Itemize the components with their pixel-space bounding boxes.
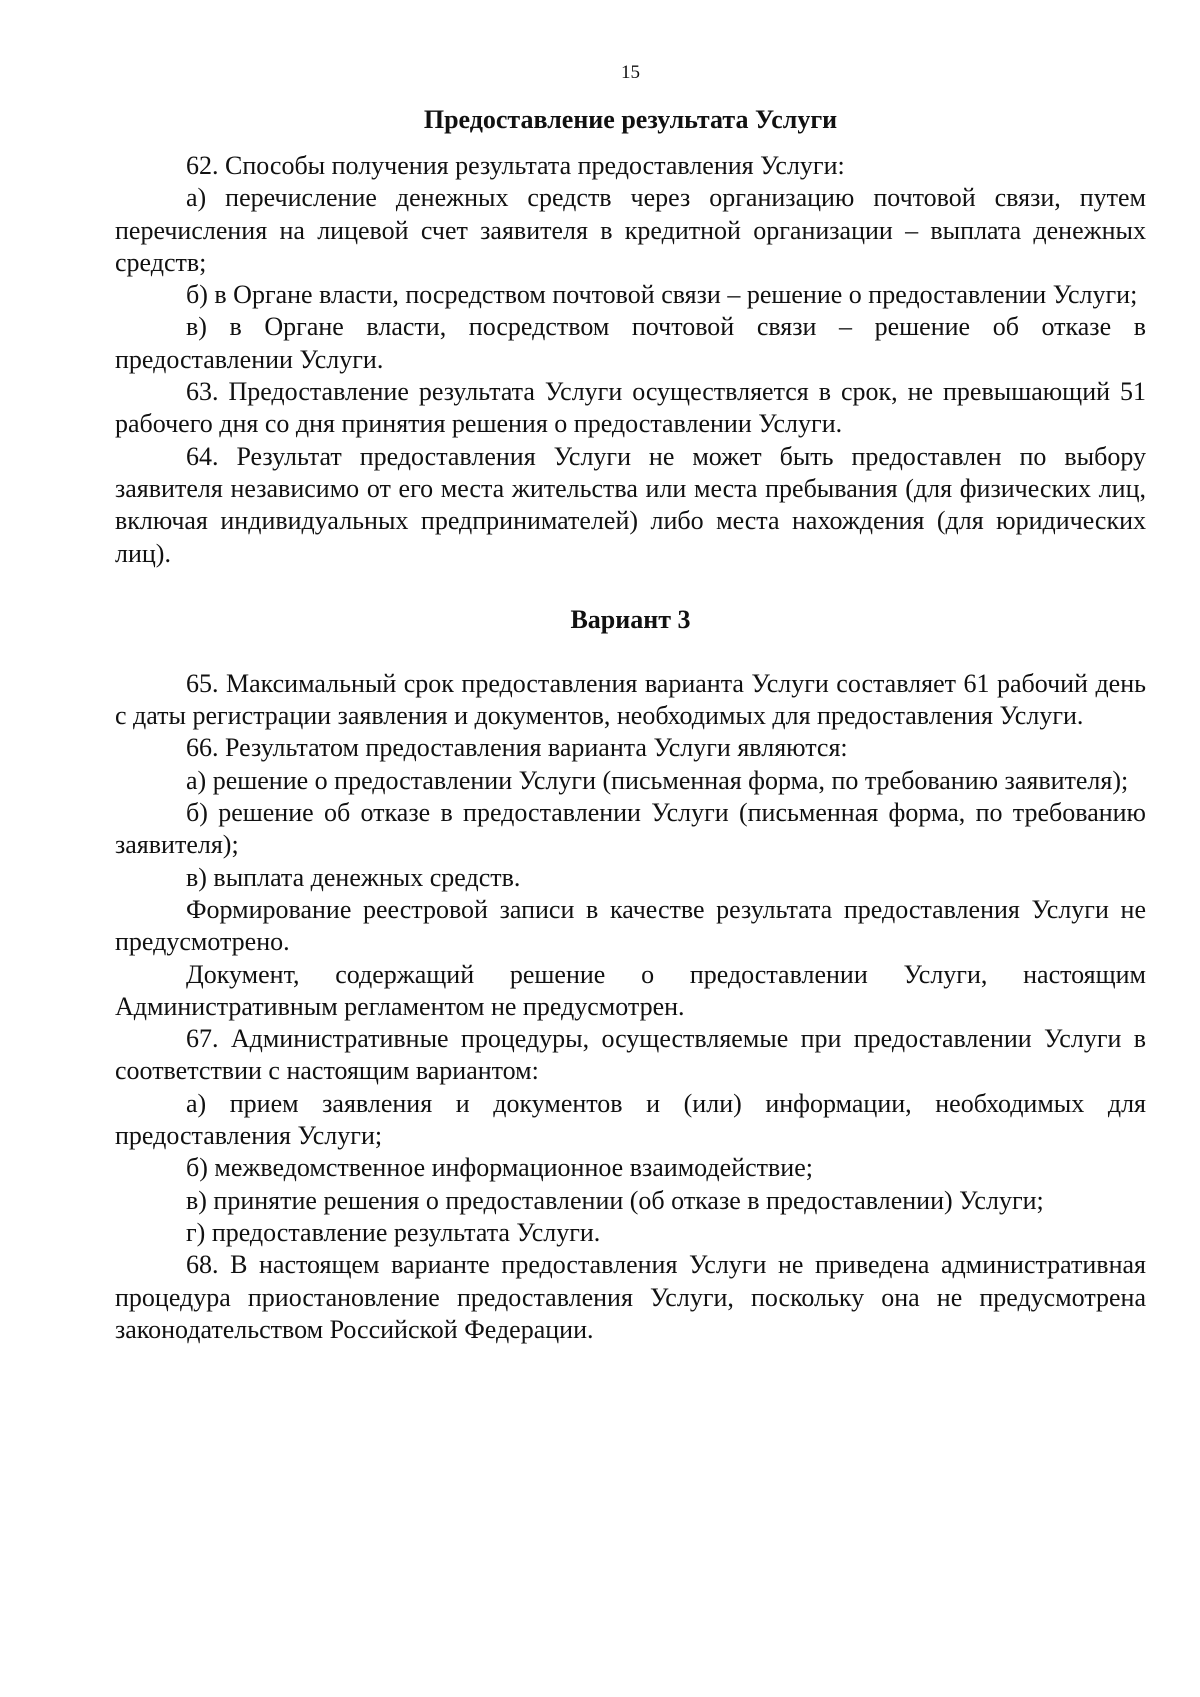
section-variant-3-body xyxy=(115,668,1146,1346)
page-number: 15 xyxy=(621,62,640,83)
paragraph-67-g: г) предоставление результата Услуги. xyxy=(186,1217,601,1247)
paragraph-62-v: в) в Органе власти, посредством почтовой связи – решение об отказе в предоставлении Услуги. xyxy=(115,312,1146,374)
paragraph-67-v: в) принятие решения о предоставлении (об отказе в предоставлении) Услуги; xyxy=(186,1185,1044,1215)
paragraph-66-a: а) решение о предоставлении Услуги (письменная форма, по требованию заявителя); xyxy=(186,765,1129,795)
paragraph-65: 65. Максимальный срок предоставления варианта Услуги составляет 61 рабочий день с даты регистрации заявления и документов, необходимых для предоставления Услуги. xyxy=(115,668,1146,731)
paragraph-62-a: а) перечисление денежных средств через организацию почтовой связи, путем перечисления на лицевой счет заявителя в кредитной организации – выплата денежных средств; xyxy=(115,183,1146,277)
paragraph-68: 68. В настоящем варианте предоставления Услуги не приведена административная процедура приостановление предоставления Услуги, поскольку она не предусмотрена законодательством Российской Федерации. xyxy=(115,1250,1146,1344)
paragraph-62: 62. Способы получения результата предоставления Услуги: xyxy=(186,151,845,180)
section-heading-result: Предоставление результата Услуги xyxy=(423,105,838,134)
section-heading-variant-3: Вариант 3 xyxy=(570,604,691,634)
paragraph-66-b: б) решение об отказе в предоставлении Услуги (письменная форма, по требованию заявителя); xyxy=(115,798,1146,860)
paragraph-registry-record: Формирование реестровой записи в качестве результата предоставления Услуги не предусмотрено. xyxy=(115,894,1146,957)
paragraph-63: 63. Предоставление результата Услуги осуществляется в срок, не превышающий 51 рабочего дня со дня принятия решения о предоставлении Услуги. xyxy=(115,377,1146,439)
paragraph-67: 67. Административные процедуры, осуществляемые при предоставлении Услуги в соответствии с настоящим вариантом: xyxy=(115,1024,1146,1086)
paragraph-67-a: а) прием заявления и документов и (или) информации, необходимых для предоставления Услуги; xyxy=(115,1088,1146,1151)
document-page xyxy=(115,62,1146,1346)
paragraph-64: 64. Результат предоставления Услуги не может быть предоставлен по выбору заявителя независимо от его места жительства или места пребывания (для физических лиц, включая индивидуальных предпринимателей) либо места нахождения (для юридических лиц). xyxy=(115,441,1146,568)
paragraph-62-b: б) в Органе власти, посредством почтовой связи – решение о предоставлении Услуги; xyxy=(186,280,1138,310)
section-result-body xyxy=(115,150,1146,570)
paragraph-66-v: в) выплата денежных средств. xyxy=(186,862,521,892)
paragraph-decision-document: Документ, содержащий решение о предоставлении Услуги, настоящим Административным регламентом не предусмотрен. xyxy=(115,959,1146,1021)
paragraph-66: 66. Результатом предоставления варианта Услуги являются: xyxy=(186,733,848,763)
paragraph-67-b: б) межведомственное информационное взаимодействие; xyxy=(186,1153,813,1183)
